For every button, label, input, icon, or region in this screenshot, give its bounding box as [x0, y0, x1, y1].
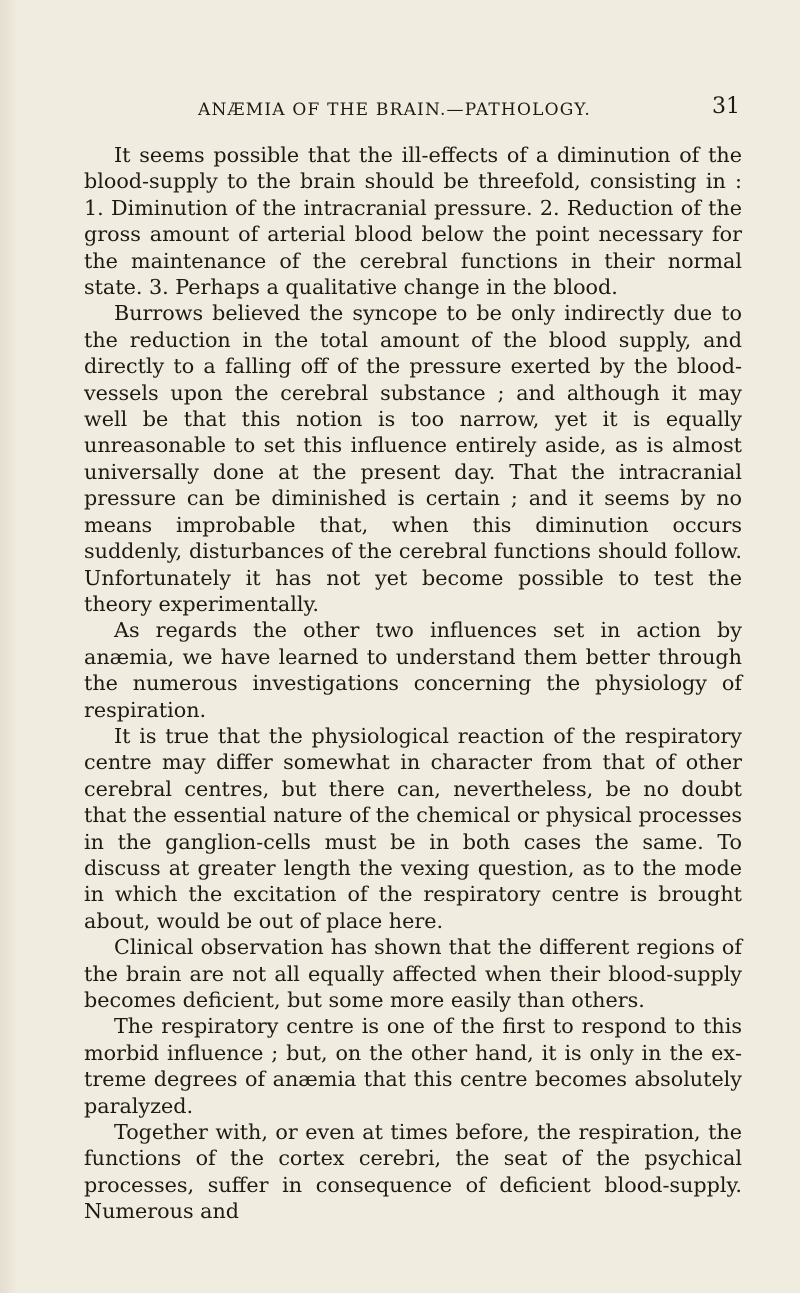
paragraph: It seems possible that the ill-effects of a diminution of the blood-supply to the brain should be threefold, consisting in : 1. Diminution of the intracranial pressure. 2. Reduction of the gross amount of arterial blood below the point necessary for the maintenance of the cerebral functions in their normal state. 3. Perhaps a qualitative change in the blood.: [84, 143, 742, 300]
body-text: [84, 142, 742, 1225]
paragraph: It is true that the physiological reaction of the respiratory centre may differ somewhat in character from that of other cerebral centres, but there can, nevertheless, be no doubt that the essential nature of the chemical or physical processes in the ganglion-cells must be in both cases the same. To discuss at greater length the vexing question, as to the mode in which the excitation of the respiratory centre is brought about, would be out of place here.: [84, 723, 742, 933]
paragraph: As regards the other two influences set in action by anæmia, we have learned to understand them better through the numerous investigations concerning the physiology of respiration.: [84, 618, 742, 722]
paragraph: Burrows believed the syncope to be only indirectly due to the reduction in the total amount of the blood supply, and directly to a falling off of the pressure exerted by the blood-vessels upon the cerebral substance ; and although it may well be that this notion is too narrow, yet it is equally unreasonable to set this influence entirely aside, as is almost universally done at the present day. That the intracranial pressure can be diminished is certain ; and it seems by no means improbable that, when this diminution occurs suddenly, disturbances of the cerebral functions should follow. Unfortunately it has not yet become possible to test the theory experimentally.: [84, 301, 742, 616]
paragraph: Clinical observation has shown that the different regions of the brain are not all equally affected when their blood-supply becomes deficient, but some more easily than others.: [84, 935, 742, 1012]
page-header: [100, 94, 740, 126]
paragraph: The respiratory centre is one of the first to respond to this morbid influence ; but, on the other hand, it is only in the extreme degrees of anæmia that this centre becomes absolutely paralyzed.: [84, 1014, 742, 1118]
paragraph: Together with, or even at times before, the respiration, the functions of the cortex cerebri, the seat of the psychical processes, suffer in consequence of deficient blood-supply. Numerous and: [84, 1120, 742, 1224]
running-head: ANÆMIA OF THE BRAIN.—PATHOLOGY.: [198, 100, 592, 120]
page-number: 31: [712, 94, 740, 119]
